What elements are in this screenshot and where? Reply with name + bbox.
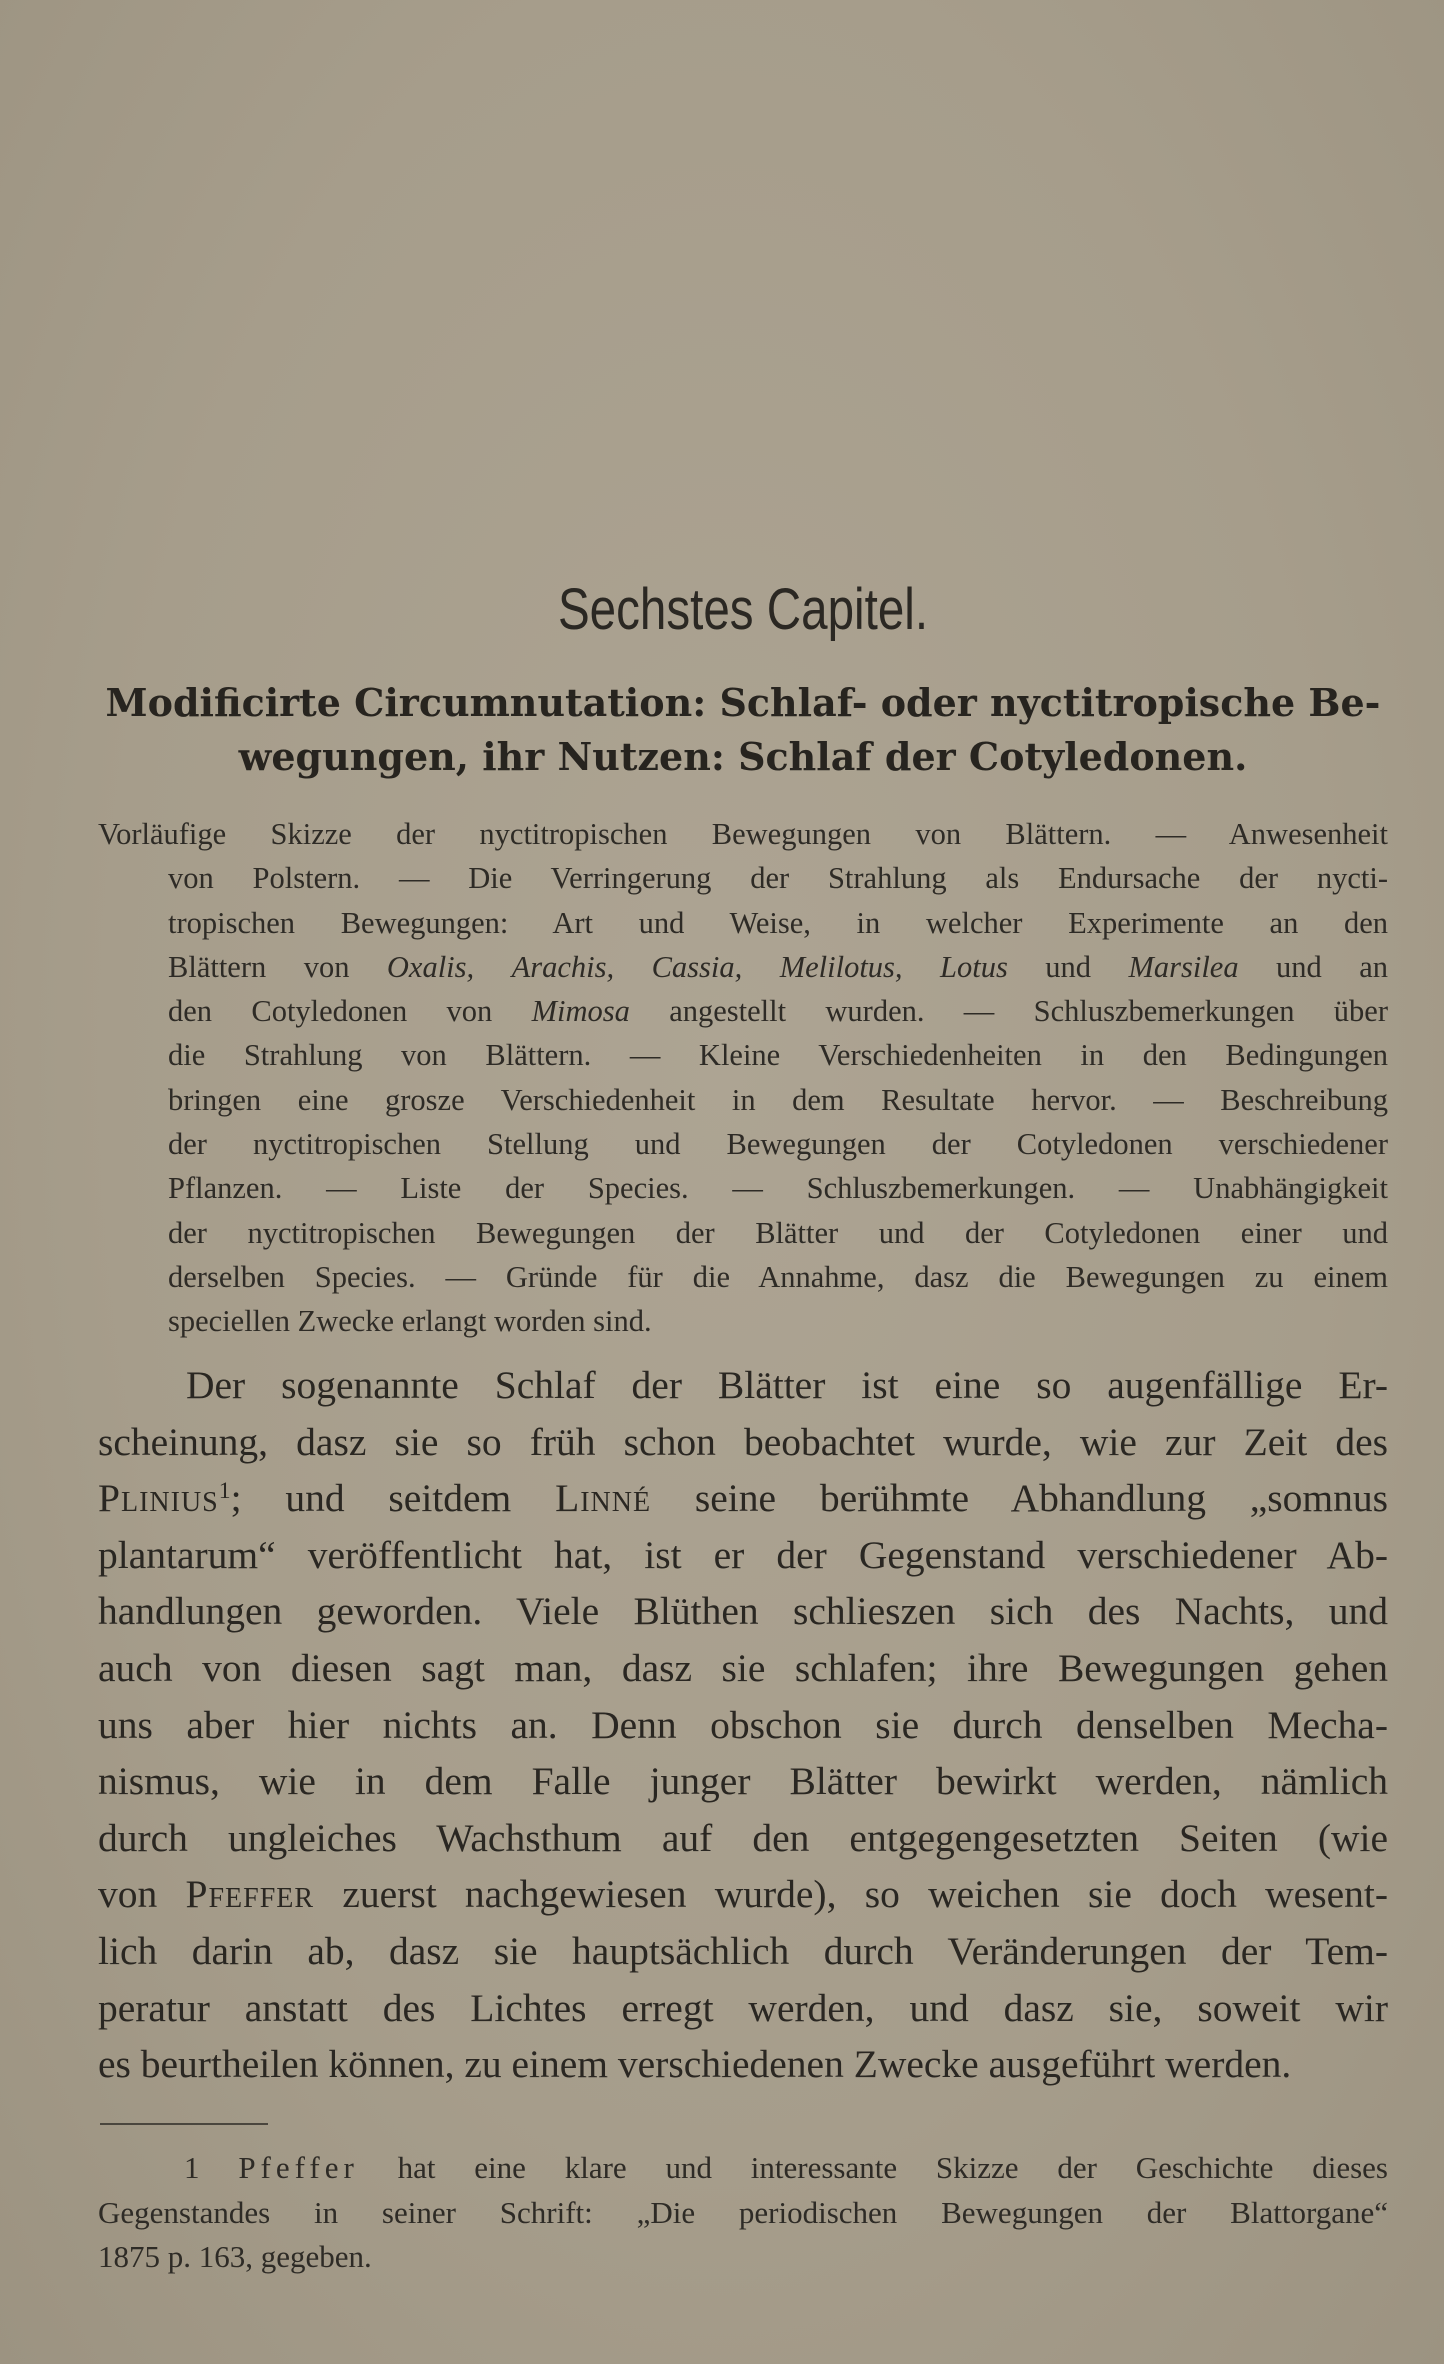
body-text: zuerst nachgewiesen wurde), so weichen sie doch wesent- — [314, 1872, 1388, 1917]
footnote — [98, 2146, 1388, 2280]
genus-name: Marsilea — [1128, 949, 1239, 984]
body-line: durch ungleiches Wachsthum auf den entgegengesetzten Seiten (wie — [98, 1815, 1388, 1860]
summary-text: und an — [1238, 949, 1389, 984]
summary-line: der nyctitropischen Stellung und Bewegungen der Cotyledonen verschiedener — [168, 1127, 1388, 1162]
heading-line-2: wegungen, ihr Nutzen: Schlaf der Cotyledonen. — [238, 734, 1248, 779]
body-line: nismus, wie in dem Falle junger Blätter bewirkt werden, nämlich — [98, 1759, 1388, 1804]
footnote-text: hat eine klare und interessante Skizze der Geschichte dieses — [358, 2150, 1388, 2185]
footnote-line: 1875 p. 163, gegeben. — [98, 2239, 372, 2274]
body-line — [98, 1470, 1388, 1527]
author-name: Linné — [555, 1476, 652, 1521]
body-paragraph — [98, 1357, 1388, 2093]
summary-line: die Strahlung von Blättern. — Kleine Verschiedenheiten in den Bedingungen — [168, 1038, 1388, 1073]
footnote-ref: 1 — [218, 1478, 231, 1505]
genus-name: Arachis, — [511, 949, 615, 984]
summary-line: von Polstern. — Die Verringerung der Strahlung als Endursache der nycti- — [168, 861, 1388, 896]
body-line: plantarum“ veröffentlicht hat, ist er der Gegenstand verschiedener Ab- — [98, 1532, 1388, 1577]
summary-line: bringen eine grosze Verschiedenheit in dem Resultate hervor. — Beschreibung — [168, 1082, 1388, 1117]
heading-line-1: Modificirte Circumnutation: Schlaf- oder nyctitropische Be- — [105, 680, 1381, 725]
body-text: ; und seitdem — [230, 1476, 556, 1521]
summary-text: den Cotyledonen von — [168, 994, 532, 1029]
author-name: Pfeffer — [185, 1872, 315, 1917]
body-line: auch von diesen sagt man, dasz sie schlafen; ihre Bewegungen gehen — [98, 1645, 1388, 1690]
genus-name: Cassia, — [651, 949, 743, 984]
body-line: peratur anstatt des Lichtes erregt werden, und dasz sie, soweit wir — [98, 1985, 1388, 2030]
author-name: Plinius — [98, 1476, 219, 1521]
body-line: handlungen geworden. Viele Blüthen schlieszen sich des Nachts, und — [98, 1589, 1388, 1634]
genus-name: Melilotus, — [779, 949, 903, 984]
summary-line: speciellen Zwecke erlangt worden sind. — [168, 1304, 652, 1339]
summary-line: Pflanzen. — Liste der Species. — Schluszbemerkungen. — Unabhängigkeit — [168, 1171, 1388, 1206]
author-name: Pfeffer — [238, 2150, 359, 2185]
genus-name: Oxalis, — [386, 949, 475, 984]
body-line: scheinung, dasz sie so früh schon beobachtet wurde, wie zur Zeit des — [98, 1419, 1388, 1464]
body-line: uns aber hier nichts an. Denn obschon sie durch denselben Mecha- — [98, 1702, 1388, 1747]
summary-text: angestellt wurden. — Schluszbemerkungen über — [629, 994, 1389, 1029]
body-line: Der sogenannte Schlaf der Blätter ist eine so augenfällige Er- — [186, 1363, 1388, 1407]
summary-line: der nyctitropischen Bewegungen der Blätter und der Cotyledonen einer und — [168, 1215, 1388, 1250]
chapter-summary — [98, 812, 1388, 1344]
body-text: seine berühmte Abhandlung „somnus — [651, 1476, 1388, 1521]
footnote-marker: 1 — [184, 2150, 200, 2185]
summary-line — [98, 989, 1388, 1033]
genus-name: Lotus — [940, 949, 1008, 984]
body-line: es beurtheilen können, zu einem verschiedenen Zwecke ausgeführt werden. — [98, 2042, 1292, 2087]
genus-name: Mimosa — [531, 994, 630, 1029]
summary-text: und — [1007, 949, 1129, 984]
summary-line: Vorläufige Skizze der nyctitropischen Bewegungen von Blättern. — Anwesenheit — [98, 817, 1388, 851]
body-line — [98, 1866, 1388, 1923]
summary-line — [98, 945, 1388, 989]
summary-text: Blättern von — [168, 949, 387, 984]
footnote-line — [98, 2146, 1388, 2191]
chapter-title: Sechstes Capitel. — [557, 577, 929, 642]
chapter-heading — [98, 676, 1388, 784]
footnote-line: Gegenstandes in seiner Schrift: „Die periodischen Bewegungen der Blattorgane“ — [98, 2194, 1388, 2230]
summary-line: tropischen Bewegungen: Art und Weise, in welcher Experimente an den — [168, 905, 1388, 940]
body-text: von — [98, 1872, 186, 1917]
footnote-divider — [100, 2123, 268, 2125]
summary-line: derselben Species. — Gründe für die Annahme, dasz die Bewegungen zu einem — [168, 1259, 1388, 1294]
body-line: lich darin ab, dasz sie hauptsächlich durch Veränderungen der Tem- — [98, 1928, 1388, 1973]
